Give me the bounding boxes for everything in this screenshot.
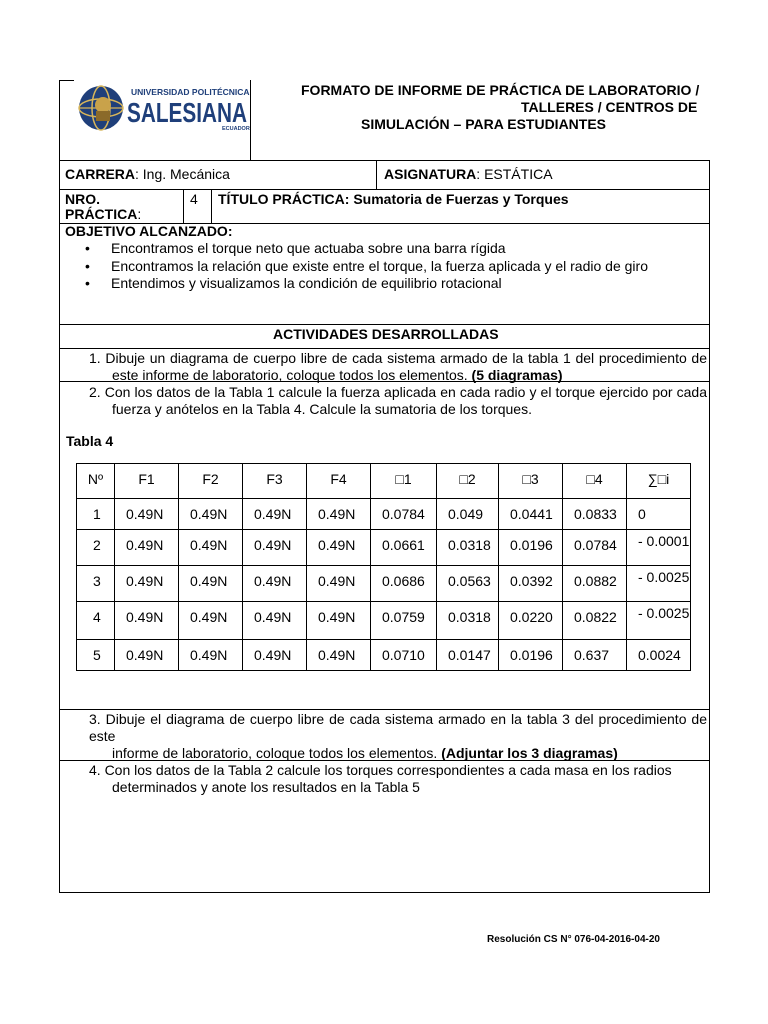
table-row xyxy=(77,530,691,566)
actividades-title: ACTIVIDADES DESARROLLADAS xyxy=(273,326,499,342)
table-cell: 0.0759 xyxy=(371,602,437,640)
table-cell: 0.0147 xyxy=(437,640,499,671)
carrera-label: CARRERA xyxy=(65,166,135,182)
table-cell: 0.49N xyxy=(179,602,243,640)
table-cell: 4 xyxy=(77,602,115,640)
table-cell: 0.49N xyxy=(115,602,179,640)
frame-right-border xyxy=(709,160,710,893)
nro-value: 4 xyxy=(190,191,198,207)
tabla4-header-cell: ∑□i xyxy=(627,464,691,499)
titulo-label: TÍTULO PRÁCTICA xyxy=(218,191,345,207)
tabla4-header-cell: □1 xyxy=(371,464,437,499)
table-cell: 0.637 xyxy=(563,640,627,671)
table-cell: 0.49N xyxy=(307,602,371,640)
tabla4-header-cell: □3 xyxy=(499,464,563,499)
table-cell: 0.49N xyxy=(307,499,371,530)
nro-label-line1: NRO. xyxy=(65,191,100,207)
header-bottom-border xyxy=(59,160,710,161)
asignatura-field xyxy=(384,166,553,183)
table-row xyxy=(77,566,691,602)
actividad-item-4: 4. Con los datos de la Tabla 2 calcule los torques correspondientes a cada masa en los radios determinados y anote los resultados en la Tabla 5 xyxy=(89,762,672,795)
table-cell: 0.49N xyxy=(243,602,307,640)
table-cell: 2 xyxy=(77,530,115,566)
table-cell: 0.0882 xyxy=(563,566,627,602)
table-cell: 0.0392 xyxy=(499,566,563,602)
frame-top-border xyxy=(59,80,74,81)
frame-bottom-border xyxy=(59,892,710,893)
table-cell: 0.0196 xyxy=(499,530,563,566)
table-row xyxy=(77,640,691,671)
table-cell: 0.49N xyxy=(179,566,243,602)
actividad-item-3: 3. Dibuje el diagrama de cuerpo libre de cada sistema armado en la tabla 3 del procedimiento de este informe de laboratorio, coloque todos los elementos. (Adjuntar los 3 diagramas) xyxy=(89,711,707,761)
objetivo-item: • Encontramos la relación que existe entre el torque, la fuerza aplicada y el radio de giro xyxy=(85,258,648,276)
table-cell: - 0.0025 xyxy=(627,602,691,640)
actividades-title-border xyxy=(59,348,710,349)
objetivo-list xyxy=(85,240,648,293)
header-title-line1: FORMATO DE INFORME DE PRÁCTICA DE LABORATORIO / xyxy=(301,82,700,98)
table-cell: 0.0441 xyxy=(499,499,563,530)
table-cell: 0.0822 xyxy=(563,602,627,640)
table-cell: 0.49N xyxy=(307,566,371,602)
table-cell: 0.0196 xyxy=(499,640,563,671)
table-cell: 3 xyxy=(77,566,115,602)
table-cell: 0.49N xyxy=(115,530,179,566)
titulo-value: : Sumatoria de Fuerzas y Torques xyxy=(344,191,569,207)
objetivo-label: OBJETIVO ALCANZADO: xyxy=(65,223,233,239)
table-cell: 0.49N xyxy=(115,499,179,530)
table-cell: 0.0220 xyxy=(499,602,563,640)
table-cell: 0.0318 xyxy=(437,530,499,566)
table-cell: - 0.0025 xyxy=(627,566,691,602)
table-cell: 0.49N xyxy=(243,640,307,671)
tabla4-header-cell: Nº xyxy=(77,464,115,499)
nro-divider-2 xyxy=(211,189,212,223)
actividad-item-2: 2. Con los datos de la Tabla 1 calcule la fuerza aplicada en cada radio y el torque ejercido por cada fuerza y anótelos en la Tabla 4. Calcule la sumatoria de los torques. xyxy=(89,384,707,417)
tabla4-header-row xyxy=(77,464,691,499)
table-cell: 0.0318 xyxy=(437,602,499,640)
table-cell: 0.0710 xyxy=(371,640,437,671)
table-cell: 0.49N xyxy=(179,530,243,566)
info-row-border xyxy=(59,189,710,190)
table-cell: 0.49N xyxy=(179,499,243,530)
table-cell: 0.0686 xyxy=(371,566,437,602)
asignatura-value: : ESTÁTICA xyxy=(476,166,553,182)
table-section-bottom-border xyxy=(59,709,710,710)
objetivo-item: • Encontramos el torque neto que actuaba sobre una barra rígida xyxy=(85,240,648,258)
tabla4-title: Tabla 4 xyxy=(66,433,114,449)
svg-text:ECUADOR: ECUADOR xyxy=(222,126,250,132)
titulo-field xyxy=(218,191,569,208)
logo-cell-right-border xyxy=(250,80,251,160)
table-cell: 5 xyxy=(77,640,115,671)
table-cell: 0 xyxy=(627,499,691,530)
table-cell: 0.49N xyxy=(115,640,179,671)
nro-divider-1 xyxy=(183,189,184,223)
table-cell: 0.49N xyxy=(307,640,371,671)
table-cell: 0.49N xyxy=(243,499,307,530)
carrera-divider xyxy=(376,160,377,189)
nro-label-line2: PRÁCTICA: xyxy=(65,206,142,222)
objetivo-item: • Entendimos y visualizamos la condición de equilibrio rotacional xyxy=(85,275,648,293)
carrera-value: : Ing. Mecánica xyxy=(135,166,230,182)
table-cell: 0.0024 xyxy=(627,640,691,671)
table-row xyxy=(77,602,691,640)
table-cell: - 0.0001 xyxy=(627,530,691,566)
frame-top-border-right xyxy=(250,80,709,81)
table-cell: 0.49N xyxy=(115,566,179,602)
table-cell: 0.0563 xyxy=(437,566,499,602)
table-cell: 1 xyxy=(77,499,115,530)
header-title-line2: TALLERES / CENTROS DE xyxy=(521,99,698,115)
table-cell: 0.49N xyxy=(307,530,371,566)
table-cell: 0.049 xyxy=(437,499,499,530)
table-cell: 0.0784 xyxy=(371,499,437,530)
table-cell: 0.0833 xyxy=(563,499,627,530)
tabla4-header-cell: F3 xyxy=(243,464,307,499)
table-cell: 0.49N xyxy=(179,640,243,671)
svg-text:SALESIANA: SALESIANA xyxy=(127,97,247,128)
tabla4-header-cell: F2 xyxy=(179,464,243,499)
table-cell: 0.49N xyxy=(243,566,307,602)
footer-resolucion: Resolución CS N° 076-04-2016-04-20 xyxy=(487,934,660,945)
header-title-line3: SIMULACIÓN – PARA ESTUDIANTES xyxy=(361,116,607,132)
asignatura-label: ASIGNATURA xyxy=(384,166,477,182)
tabla4-header-cell: □4 xyxy=(563,464,627,499)
table-cell: 0.49N xyxy=(243,530,307,566)
carrera-field xyxy=(65,166,230,183)
table-cell: 0.0661 xyxy=(371,530,437,566)
tabla4-header-cell: F1 xyxy=(115,464,179,499)
tabla4-header-cell: □2 xyxy=(437,464,499,499)
frame-left-border xyxy=(59,80,60,893)
table-row xyxy=(77,499,691,530)
table-cell: 0.0784 xyxy=(563,530,627,566)
tabla4-header-cell: F4 xyxy=(307,464,371,499)
tabla4 xyxy=(76,463,691,671)
logo-university-text: UNIVERSIDAD POLITÉCNICA xyxy=(131,87,250,97)
ups-logo xyxy=(78,83,250,133)
objetivo-bottom-border xyxy=(59,324,710,325)
actividad-item-1: 1. Dibuje un diagrama de cuerpo libre de cada sistema armado de la tabla 1 del procedimiento de este informe de laboratorio, coloque todos los elementos. (5 diagramas) xyxy=(89,350,707,383)
